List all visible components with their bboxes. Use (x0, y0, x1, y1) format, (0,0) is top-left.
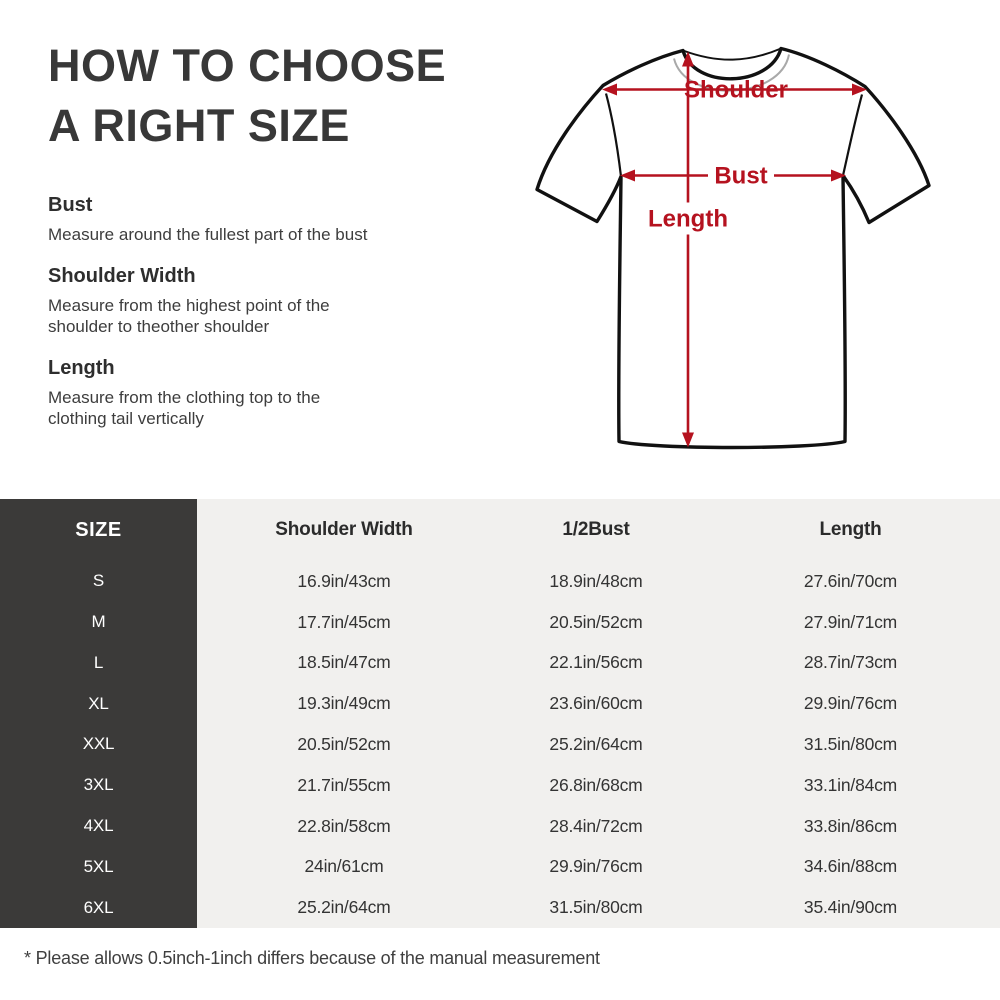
table-cell: 34.6in/88cm (701, 846, 1000, 887)
tshirt-measurement-diagram (522, 26, 982, 454)
bust-label: Bust (714, 162, 768, 190)
instruction-shoulder-text-line2: shoulder to theother shoulder (48, 317, 270, 336)
instruction-bust-text: Measure around the fullest part of the bust (48, 225, 368, 244)
instruction-length-text-line1: Measure from the clothing top to the (48, 387, 321, 407)
table-cell: 25.2in/64cm (491, 724, 701, 765)
size-label: 6XL (0, 887, 197, 928)
table-cell: 20.5in/52cm (491, 602, 701, 643)
table-cell: 19.3in/49cm (197, 683, 491, 724)
table-header-half-bust: 1/2Bust (491, 499, 701, 561)
table-cell: 18.5in/47cm (197, 643, 491, 684)
collar-back-line (683, 49, 781, 60)
table-cell: 29.9in/76cm (701, 683, 1000, 724)
measurement-disclaimer: * Please allows 0.5inch-1inch differs because of the manual measurement (24, 948, 600, 968)
table-cell: 31.5in/80cm (491, 887, 701, 928)
size-table (0, 499, 1000, 928)
table-cell: 33.1in/84cm (701, 765, 1000, 806)
tshirt-outline (537, 49, 929, 448)
table-cell: 28.4in/72cm (491, 806, 701, 847)
table-header-size: SIZE (0, 499, 197, 561)
page-title-line1: HOW TO CHOOSE (48, 40, 447, 91)
table-cell: 18.9in/48cm (491, 561, 701, 602)
table-cell: 27.6in/70cm (701, 561, 1000, 602)
table-cell: 28.7in/73cm (701, 643, 1000, 684)
table-cell: 24in/61cm (197, 846, 491, 887)
size-label: XL (0, 683, 197, 724)
size-label: 3XL (0, 765, 197, 806)
table-header-length: Length (701, 499, 1000, 561)
size-label: 5XL (0, 846, 197, 887)
table-cell: 16.9in/43cm (197, 561, 491, 602)
measuring-instructions (48, 194, 478, 449)
page-title-line2: A RIGHT SIZE (48, 100, 350, 151)
table-header-shoulder-width: Shoulder Width (197, 499, 491, 561)
table-cell: 26.8in/68cm (491, 765, 701, 806)
table-cell: 20.5in/52cm (197, 724, 491, 765)
shoulder-label: Shoulder (683, 76, 789, 104)
instruction-length (48, 357, 478, 430)
page-title (48, 36, 446, 156)
instruction-length-text-line2: clothing tail vertically (48, 409, 204, 428)
table-cell: 35.4in/90cm (701, 887, 1000, 928)
size-label: XXL (0, 724, 197, 765)
instruction-shoulder-heading: Shoulder Width (48, 264, 196, 287)
table-cell: 29.9in/76cm (491, 846, 701, 887)
table-cell: 33.8in/86cm (701, 806, 1000, 847)
table-cell: 25.2in/64cm (197, 887, 491, 928)
instruction-shoulder (48, 265, 478, 338)
table-cell: 21.7in/55cm (197, 765, 491, 806)
table-cell: 22.1in/56cm (491, 643, 701, 684)
length-label: Length (648, 205, 728, 233)
size-label: M (0, 602, 197, 643)
table-cell: 17.7in/45cm (197, 602, 491, 643)
table-cell: 31.5in/80cm (701, 724, 1000, 765)
size-label: L (0, 643, 197, 684)
table-cell: 22.8in/58cm (197, 806, 491, 847)
instruction-length-heading: Length (48, 356, 115, 379)
size-label: 4XL (0, 806, 197, 847)
instruction-bust (48, 194, 478, 246)
table-cell: 27.9in/71cm (701, 602, 1000, 643)
instruction-bust-heading: Bust (48, 194, 93, 216)
size-label: S (0, 561, 197, 602)
table-cell: 23.6in/60cm (491, 683, 701, 724)
instruction-shoulder-text-line1: Measure from the highest point of the (48, 295, 330, 315)
